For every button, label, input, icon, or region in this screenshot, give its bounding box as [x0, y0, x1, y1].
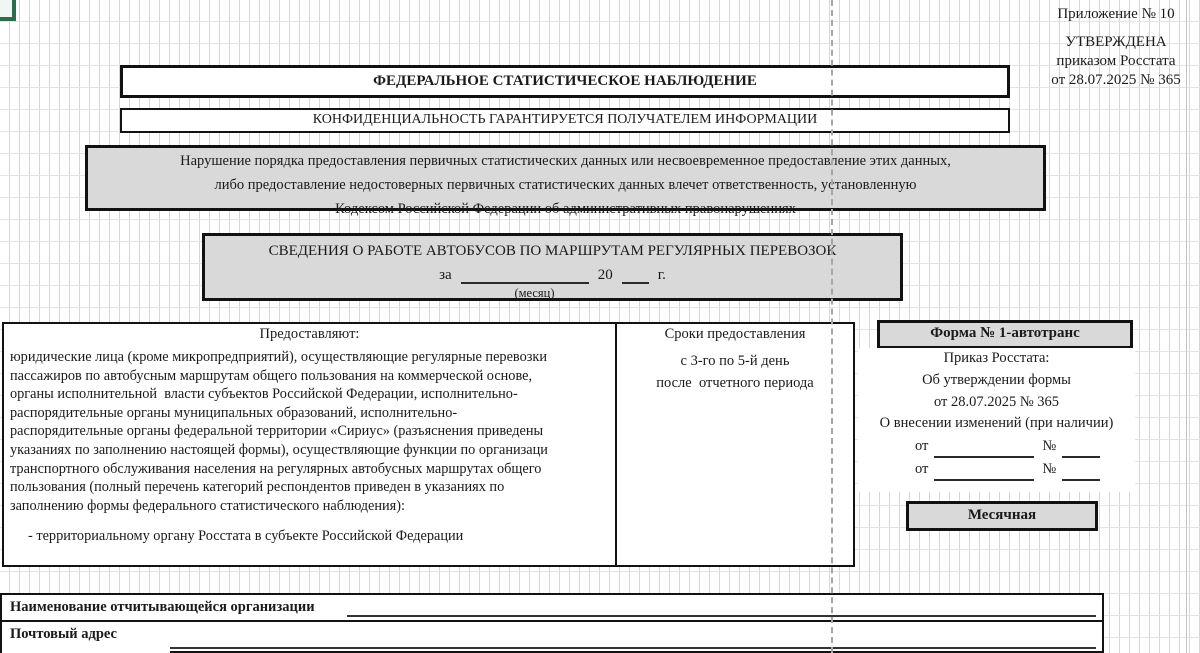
providers-text-line: пассажиров по автобусным маршрутам общего пользования на коммерческой основе, — [10, 367, 533, 384]
amendment-date-field[interactable] — [934, 479, 1034, 481]
postal-address-label: Почтовый адрес — [10, 626, 117, 642]
providers-text-line: указаниях по заполнению настоящей формы), осуществляющие функции по организаци — [10, 441, 548, 458]
warning-line-3: Кодексом Российской Федерации об административных правонарушениях — [335, 201, 796, 217]
deadline-header-label: Сроки предоставления — [664, 326, 806, 342]
deadline-body-cell — [615, 345, 855, 567]
periodicity-label: Месячная — [967, 507, 1037, 523]
order-line-3: О внесении изменений (при наличии) — [879, 415, 1114, 432]
column-boundary-line — [1186, 0, 1187, 653]
confidentiality-text: КОНФИДЕНЦИАЛЬНОСТЬ ГАРАНТИРУЕТСЯ ПОЛУЧАТЕЛЕМ ИНФОРМАЦИИ — [312, 112, 818, 127]
providers-text-line: юридические лица (кроме микропредприятий), осуществляющие регулярные перевозки — [10, 349, 547, 365]
amendment-row-1 — [858, 435, 1135, 458]
respondent-info-block — [0, 593, 1104, 653]
form-title-text: СВЕДЕНИЯ О РАБОТЕ АВТОБУСОВ ПО МАРШРУТАМ РЕГУЛЯРНЫХ ПЕРЕВОЗОК — [268, 243, 837, 259]
report-period-row — [205, 264, 900, 284]
providers-text-line: распорядительные органы муниципальных образований, исполнительно- — [10, 404, 458, 421]
providers-recipient-line: - территориальному органу Росстата в субъекте Российской Федерации — [28, 528, 464, 545]
appendix-number: Приложение № 10 — [1057, 6, 1175, 22]
amendment-number-field[interactable] — [1062, 479, 1100, 481]
amendment-row-2 — [858, 458, 1135, 481]
providers-text-line: органы исполнительной власти субъектов Российской Федерации, исполнительно- — [10, 386, 518, 403]
providers-body-cell — [2, 345, 617, 567]
warning-line-1: Нарушение порядка предоставления первичных статистических данных или несвоевременное предоставление этих данных, — [180, 153, 951, 169]
approved-by: приказом Росстата — [1056, 53, 1176, 69]
periodicity-box — [906, 501, 1098, 531]
providers-text-line: транспортного обслуживания населения на регулярных автобусных маршрутах общего — [10, 460, 542, 477]
year-prefix: 20 — [597, 267, 613, 283]
month-hint: (месяц) — [514, 286, 555, 300]
postal-address-field[interactable] — [170, 647, 1096, 649]
form-code-label: Форма № 1-автотранс — [930, 325, 1080, 341]
providers-text — [4, 345, 615, 515]
approval-block — [1030, 5, 1200, 90]
providers-text-line: пользования (полный перечень категорий респондентов приведен в указаниях по — [10, 479, 505, 496]
violation-warning-box — [85, 145, 1046, 217]
amendment-date-field[interactable] — [934, 456, 1034, 458]
approved-label: УТВЕРЖДЕНА — [1065, 34, 1167, 50]
order-line-1: Об утверждении формы — [922, 371, 1071, 388]
organization-name-label: Наименование отчитывающейся организации — [10, 599, 315, 615]
order-line-2: от 28.07.2025 № 365 — [933, 393, 1060, 410]
year-blank-field[interactable] — [622, 282, 649, 284]
from-label: от — [915, 438, 929, 455]
form-title-box — [202, 233, 903, 301]
deadline-header-cell — [615, 322, 855, 347]
period-za-label: за — [439, 267, 452, 283]
sheet-corner-mark-icon — [0, 0, 16, 21]
providers-header-cell — [2, 322, 617, 347]
providers-header-label: Предоставляют: — [259, 326, 360, 342]
page-break-dashed-line — [831, 0, 833, 653]
rosstat-order-block — [858, 348, 1135, 492]
year-suffix: г. — [657, 267, 666, 283]
number-label: № — [1042, 461, 1057, 478]
postal-address-row — [2, 622, 1102, 653]
federal-observation-title: ФЕДЕРАЛЬНОЕ СТАТИСТИЧЕСКОЕ НАБЛЮДЕНИЕ — [373, 73, 757, 89]
providers-text-line: распорядительные органы федеральной территории «Сириус» (разъяснения приведены — [10, 423, 544, 440]
form-code-box — [877, 320, 1133, 349]
federal-observation-banner — [120, 65, 1010, 98]
warning-line-2: либо предоставление недостоверных первичных статистических данных влечет ответственность, установленную — [214, 177, 917, 193]
providers-text-line: заполнению формы федерального статистического наблюдения): — [10, 497, 405, 514]
number-label: № — [1042, 438, 1057, 455]
organization-name-field[interactable] — [347, 615, 1096, 617]
order-title: Приказ Росстата: — [943, 350, 1050, 366]
deadline-line-1: с 3-го по 5-й день — [680, 353, 790, 369]
amendment-number-field[interactable] — [1062, 456, 1100, 458]
confidentiality-banner — [120, 108, 1010, 133]
approved-date: от 28.07.2025 № 365 — [1051, 72, 1181, 88]
organization-name-row — [2, 595, 1102, 622]
from-label: от — [915, 461, 929, 478]
deadline-line-2: после отчетного периода — [656, 375, 814, 391]
